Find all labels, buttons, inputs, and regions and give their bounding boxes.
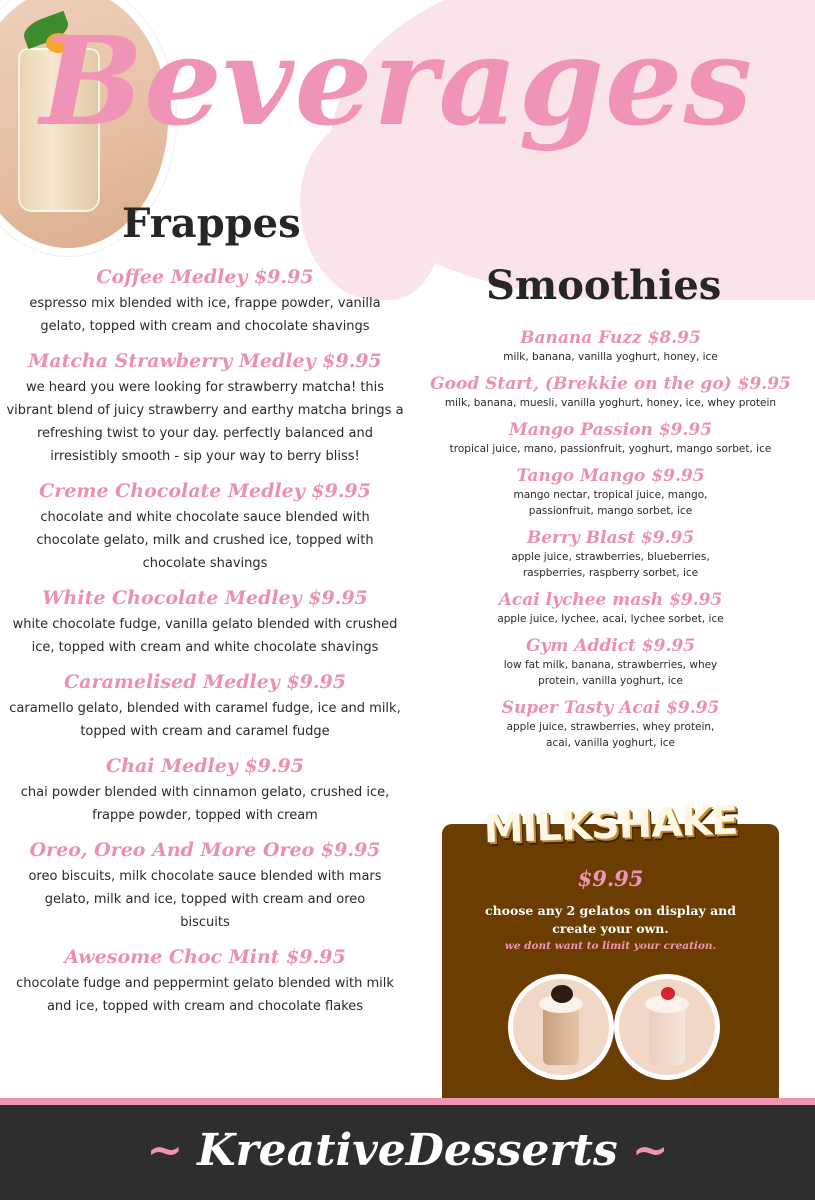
item-description: milk, banana, muesli, vanilla yoghurt, honey, ice, whey protein — [444, 397, 777, 409]
milkshake-title: MILKSHAKE — [482, 797, 739, 853]
item-description: apple juice, lychee, acai, lychee sorbet, ice — [497, 613, 724, 625]
menu-item — [428, 590, 793, 627]
menu-item — [0, 839, 410, 934]
menu-item — [0, 266, 410, 338]
footer-brand-line — [0, 1125, 815, 1176]
item-name: Good Start, (Brekkie on the go) $9.95 — [430, 374, 791, 394]
item-name: Super Tasty Acai $9.95 — [501, 698, 720, 718]
item-description: chocolate and white chocolate sauce blended with chocolate gelato, milk and crushed ice, topped with chocolate shavings — [36, 510, 374, 571]
item-description: white chocolate fudge, vanilla gelato blended with crushed ice, topped with cream and white chocolate shavings — [12, 617, 398, 655]
item-description: apple juice, strawberries, whey protein, acai, vanilla yoghurt, ice — [506, 721, 715, 749]
milkshake-note: we dont want to limit your creation. — [504, 940, 717, 952]
menu-item — [428, 420, 793, 457]
menu-item — [0, 671, 410, 743]
item-name: Coffee Medley $9.95 — [96, 266, 314, 288]
milkshake-price: $9.95 — [577, 866, 644, 891]
page-title: Beverages — [40, 9, 754, 153]
item-description: caramello gelato, blended with caramel fudge, ice and milk, topped with cream and caramel fudge — [9, 701, 401, 739]
item-name: Mango Passion $9.95 — [508, 420, 713, 440]
milkshake-description: choose any 2 gelatos on display and create your own. — [484, 903, 737, 936]
menu-item — [0, 350, 410, 468]
item-description: chai powder blended with cinnamon gelato, crushed ice, frappe powder, topped with cream — [20, 785, 390, 823]
item-description: we heard you were looking for strawberry matcha! this vibrant blend of juicy strawberry and earthy matcha brings a refreshing twist to your day. perfectly balanced and irresistibly smooth - sip your way to berry bliss! — [6, 380, 404, 464]
item-description: mango nectar, tropical juice, mango, passionfruit, mango sorbet, ice — [513, 489, 708, 517]
item-name: Tango Mango $9.95 — [516, 466, 705, 486]
item-description: oreo biscuits, milk chocolate sauce blended with mars gelato, milk and ice, topped with cream and oreo biscuits — [28, 869, 382, 930]
item-name: Banana Fuzz $8.95 — [520, 328, 701, 348]
menu-item — [428, 328, 793, 365]
item-name: Creme Chocolate Medley $9.95 — [39, 480, 371, 502]
item-name: Oreo, Oreo And More Oreo $9.95 — [29, 839, 381, 861]
item-name: White Chocolate Medley $9.95 — [42, 587, 368, 609]
item-name: Acai lychee mash $9.95 — [498, 590, 723, 610]
item-description: low fat milk, banana, strawberries, whey protein, vanilla yoghurt, ice — [503, 659, 718, 687]
frappes-list — [0, 266, 410, 1030]
menu-item — [0, 755, 410, 827]
milkshake-panel — [442, 797, 779, 1104]
menu-item — [0, 946, 410, 1018]
smoothies-heading: Smoothies — [486, 262, 722, 309]
smoothies-list — [428, 328, 793, 760]
item-name: Caramelised Medley $9.95 — [64, 671, 346, 693]
item-description: apple juice, strawberries, blueberries, raspberries, raspberry sorbet, ice — [511, 551, 710, 579]
menu-item — [428, 374, 793, 411]
item-name: Matcha Strawberry Medley $9.95 — [28, 350, 382, 372]
tilde-left: ~ — [146, 1125, 184, 1176]
item-description: chocolate fudge and peppermint gelato blended with milk and ice, topped with cream and chocolate flakes — [16, 976, 394, 1014]
menu-item — [0, 587, 410, 659]
menu-item — [428, 636, 793, 689]
frappes-heading: Frappes — [122, 200, 301, 247]
item-name: Chai Medley $9.95 — [106, 755, 304, 777]
item-name: Berry Blast $9.95 — [526, 528, 695, 548]
menu-item — [0, 480, 410, 575]
item-description: tropical juice, mano, passionfruit, yoghurt, mango sorbet, ice — [449, 443, 772, 455]
oreo-milkshake-photo — [508, 974, 614, 1080]
menu-item — [428, 528, 793, 581]
strawberry-milkshake-photo — [614, 974, 720, 1080]
menu-item — [428, 698, 793, 751]
item-description: espresso mix blended with ice, frappe powder, vanilla gelato, topped with cream and chocolate shavings — [29, 296, 381, 334]
item-name: Awesome Choc Mint $9.95 — [64, 946, 346, 968]
footer-divider — [0, 1098, 815, 1105]
menu-item — [428, 466, 793, 519]
tilde-right: ~ — [631, 1125, 669, 1176]
item-description: milk, banana, vanilla yoghurt, honey, ice — [503, 351, 718, 363]
brand-name: KreativeDesserts — [197, 1125, 618, 1176]
item-name: Gym Addict $9.95 — [525, 636, 696, 656]
footer — [0, 1105, 815, 1200]
